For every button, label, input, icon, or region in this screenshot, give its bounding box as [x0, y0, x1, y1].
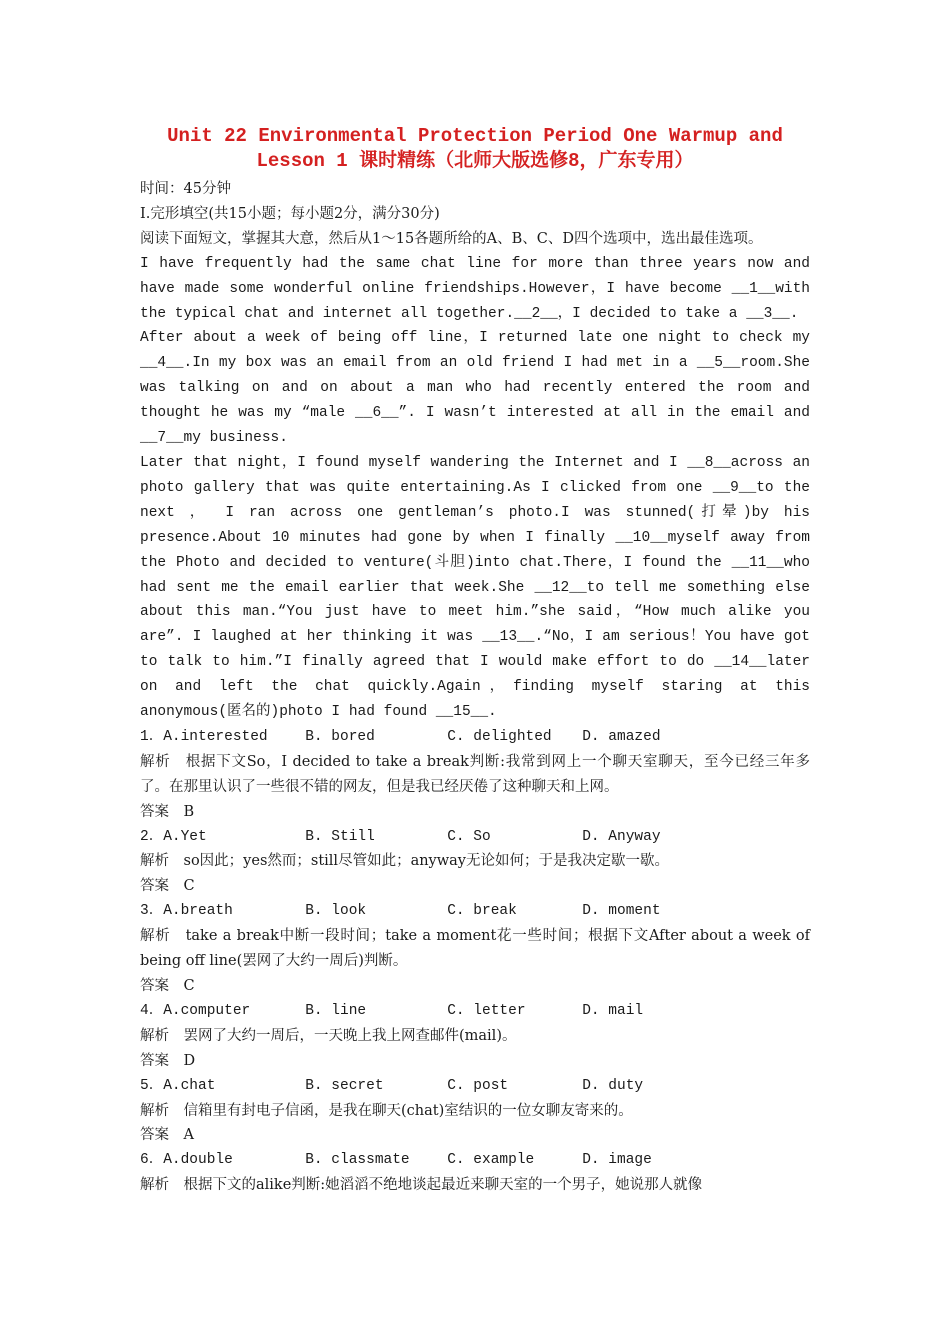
option-d: D. Anyway: [582, 828, 661, 845]
question-item: [140, 999, 810, 1074]
option-b: B. bored: [305, 728, 375, 745]
option-a: A.interested: [163, 728, 268, 745]
option-c: C. post: [447, 1077, 509, 1094]
option-a: A.double: [163, 1152, 233, 1169]
passage-paragraph-3: Later that night，I found myself wandering the Internet and I __8__across an photo gallery that was quite entertaining.As I clicked from one __9__to the next ， I ran across one gentleman’s photo.I was stunned(打晕)by his presence.About 10 minutes had gone by when I finally __10__myself away from the Photo and decided to venture(斗胆)into chat.There，I found the __11__who had sent me the email earlier that week.She __12__to tell me something else about this man.“You just have to meet him.”she said，“How much alike you are”. I laughed at her thinking it was __13__.“No，I am serious！You have got to talk to him.”I finally agreed that I would make effort to do __14__later on and left the chat quickly.Again，finding myself staring at this anonymous(匿名的)photo I had found __15__.: [140, 454, 810, 721]
option-a: A.Yet: [163, 828, 207, 845]
document-page: [140, 124, 810, 1198]
question-number: 2．: [140, 828, 164, 845]
option-b: B. Still: [305, 828, 375, 845]
option-a: A.breath: [163, 903, 233, 920]
question-item: [140, 899, 810, 999]
option-c: C. So: [447, 828, 491, 845]
question-answer: 答案 A: [140, 1127, 194, 1144]
question-options: [140, 899, 810, 924]
question-item: [140, 1148, 810, 1198]
question-analysis: 解析 take a break中断一段时间；take a moment花一些时间；根据下文After about a week of being off line(罢网了大约一周后)判断。: [140, 928, 810, 970]
question-options: [140, 825, 810, 850]
option-c: C. example: [447, 1152, 535, 1169]
question-options: [140, 1148, 810, 1173]
question-answer: 答案 D: [140, 1052, 196, 1069]
passage-paragraph-1: I have frequently had the same chat line for more than three years now and have made some wonderful online friendships.However，I have become __1__with the typical chat and internet all together.__2__，I decided to take a __3__.: [140, 255, 810, 322]
question-answer: 答案 C: [140, 878, 195, 895]
question-answer: 答案 B: [140, 803, 195, 820]
document-title: [140, 124, 810, 174]
question-answer: 答案 C: [140, 978, 195, 994]
title-line-1: Unit 22 Environmental Protection Period One Warmup and: [167, 125, 783, 147]
option-b: B. classmate: [305, 1152, 410, 1169]
question-number: 3．: [140, 903, 164, 920]
question-analysis: 解析 so因此；yes然而；still尽管如此；anyway无论如何；于是我决定歇一歇。: [140, 853, 669, 870]
instructions: 阅读下面短文，掌握其大意，然后从1～15各题所给的A、B、C、D四个选项中，选出最佳选项。: [140, 230, 763, 247]
section-heading: Ⅰ.完形填空(共15小题；每小题2分，满分30分): [140, 205, 440, 222]
option-c: C. letter: [447, 1002, 526, 1019]
question-number: 6．: [140, 1152, 164, 1169]
question-number: 5．: [140, 1077, 164, 1094]
question-analysis: 解析 罢网了大约一周后，一天晚上我上网查邮件(mail)。: [140, 1027, 517, 1044]
option-d: D. image: [582, 1152, 652, 1169]
option-d: D. amazed: [582, 728, 661, 745]
question-analysis: 解析 根据下文的alike判断:她滔滔不绝地谈起最近来聊天室的一个男子，她说那人就像: [140, 1177, 703, 1194]
option-d: D. moment: [582, 903, 661, 920]
question-analysis: 解析 信箱里有封电子信函，是我在聊天(chat)室结识的一位女聊友寄来的。: [140, 1102, 633, 1119]
question-options: [140, 725, 810, 750]
question-analysis: 解析 根据下文So，I decided to take a break判断:我常到网上一个聊天室聊天，至今已经三年多了。在那里认识了一些很不错的网友，但是我已经厌倦了这种聊天和上网。: [140, 753, 810, 795]
question-options: [140, 999, 810, 1024]
option-c: C. break: [447, 903, 517, 920]
passage-paragraph-2: After about a week of being off line，I returned late one night to check my __4__.In my box was an email from an old friend I had met in a __5__room.She was talking on and on about a man who had recently entered the room and thought he was my “male __6__”. I wasn’t interested at all in the email and __7__my business.: [140, 330, 810, 447]
question-options: [140, 1074, 810, 1099]
option-b: B. line: [305, 1002, 367, 1019]
time-limit: 时间：45分钟: [140, 181, 231, 197]
question-number: 4．: [140, 1002, 164, 1019]
option-a: A.chat: [163, 1077, 216, 1094]
question-item: [140, 825, 810, 900]
option-d: D. mail: [582, 1002, 644, 1019]
question-number: 1．: [140, 728, 164, 745]
question-list: [140, 725, 810, 1198]
title-line-2: Lesson 1 课时精练（北师大版选修8，广东专用）: [256, 150, 694, 172]
option-d: D. duty: [582, 1077, 644, 1094]
option-a: A.computer: [163, 1002, 251, 1019]
option-b: B. look: [305, 903, 367, 920]
question-item: [140, 1074, 810, 1149]
option-b: B. secret: [305, 1077, 384, 1094]
option-c: C. delighted: [447, 728, 552, 745]
question-item: [140, 725, 810, 825]
